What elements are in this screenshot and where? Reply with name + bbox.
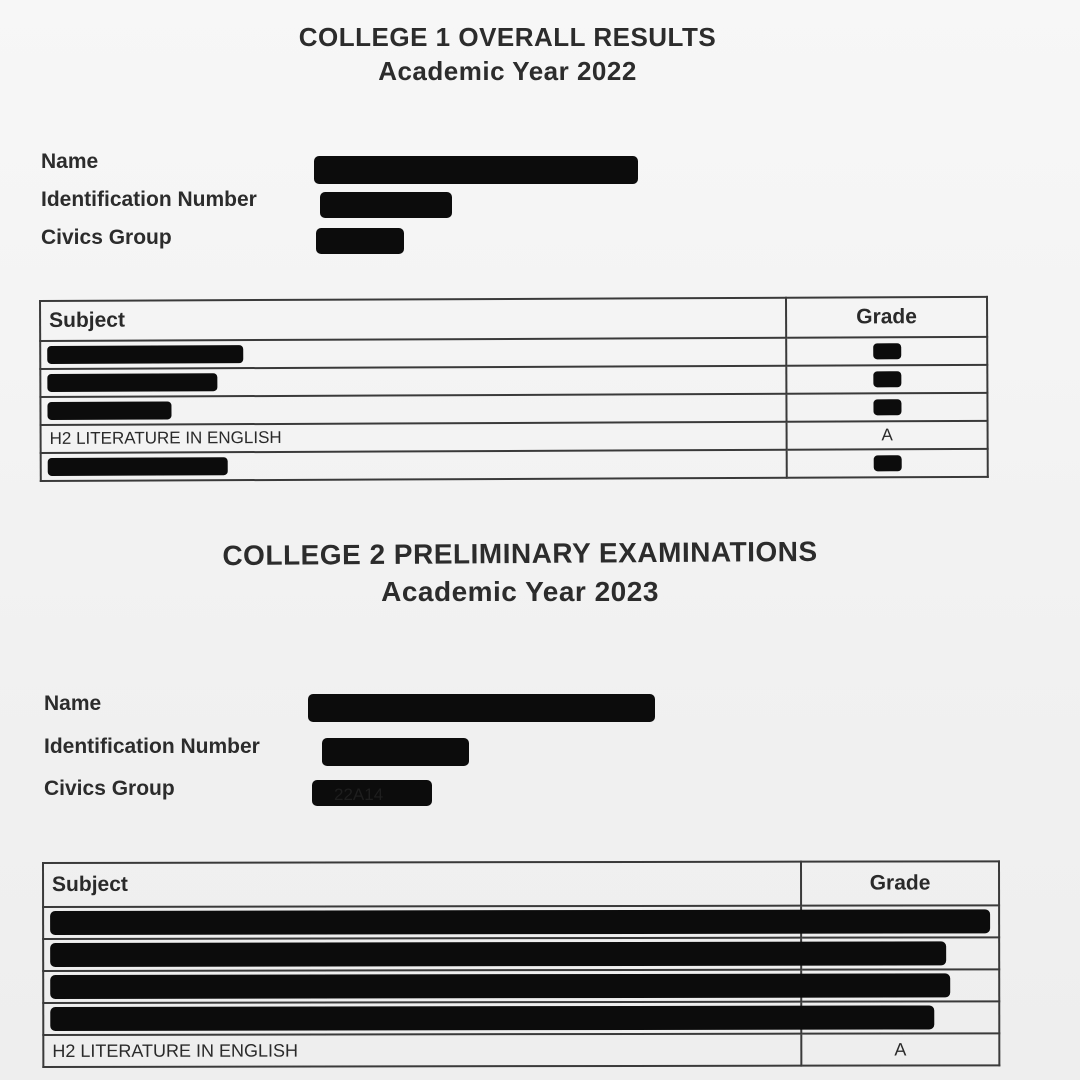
table-row bbox=[43, 1033, 999, 1067]
section1-name-redaction bbox=[314, 156, 638, 184]
table-row bbox=[41, 449, 988, 481]
grade-cell bbox=[786, 365, 987, 394]
section1-id-label: Identification Number bbox=[41, 188, 257, 211]
row-redaction bbox=[50, 941, 946, 967]
grade-cell bbox=[801, 1033, 999, 1065]
grade-text: A bbox=[894, 1038, 907, 1060]
section2-civics-redaction bbox=[312, 780, 432, 806]
table-row bbox=[40, 365, 987, 397]
section1-id-redaction bbox=[320, 192, 452, 218]
section2-id-label: Identification Number bbox=[44, 735, 260, 758]
grade-redaction bbox=[873, 399, 901, 415]
row-redaction bbox=[50, 1005, 934, 1031]
grade-header: Grade bbox=[786, 297, 987, 338]
grade-cell bbox=[787, 449, 988, 478]
table-row bbox=[43, 905, 999, 939]
grade-redaction bbox=[873, 455, 901, 471]
row-redaction bbox=[50, 973, 950, 999]
section1-results-table bbox=[39, 296, 989, 482]
subject-header: Subject bbox=[40, 298, 786, 341]
subject-redaction bbox=[48, 457, 228, 476]
section1-civics-label: Civics Group bbox=[41, 226, 172, 249]
table-row bbox=[41, 421, 988, 453]
grade-header: Grade bbox=[801, 861, 999, 905]
grade-cell bbox=[786, 393, 987, 422]
subject-cell bbox=[43, 906, 801, 939]
table-row bbox=[43, 1001, 999, 1035]
grade-cell bbox=[787, 421, 988, 450]
subject-redaction bbox=[47, 401, 171, 420]
section2-civics-value: 22A14 bbox=[334, 785, 384, 804]
subject-cell bbox=[40, 338, 786, 369]
section2-title: COLLEGE 2 PRELIMINARY EXAMINATIONS bbox=[222, 535, 818, 572]
section2-subtitle: Academic Year 2023 bbox=[381, 576, 659, 607]
section2-name-redaction bbox=[308, 694, 655, 722]
section2-id-redaction bbox=[322, 738, 469, 766]
subject-cell bbox=[43, 1002, 801, 1035]
grade-redaction bbox=[873, 371, 901, 387]
section2-civics-label: Civics Group bbox=[44, 777, 175, 800]
section1-title: COLLEGE 1 OVERALL RESULTS bbox=[298, 22, 717, 52]
row-redaction bbox=[50, 909, 990, 935]
grade-redaction bbox=[873, 343, 901, 359]
section1-civics-redaction bbox=[316, 228, 404, 254]
subject-cell bbox=[40, 366, 786, 397]
subject-redaction bbox=[47, 345, 243, 364]
subject-text: H2 LITERATURE IN ENGLISH bbox=[49, 427, 282, 448]
subject-cell bbox=[41, 422, 787, 453]
subject-cell bbox=[41, 450, 787, 481]
grade-cell bbox=[786, 337, 987, 366]
table-row bbox=[43, 937, 999, 971]
subject-header: Subject bbox=[43, 862, 801, 907]
subject-redaction bbox=[47, 373, 217, 392]
table-header-row bbox=[43, 861, 999, 907]
section1-subtitle: Academic Year 2022 bbox=[378, 56, 637, 86]
subject-cell bbox=[40, 394, 786, 425]
subject-cell bbox=[43, 938, 801, 971]
grade-text: A bbox=[881, 425, 893, 445]
section1-name-label: Name bbox=[41, 150, 99, 173]
subject-text: H2 LITERATURE IN ENGLISH bbox=[52, 1040, 299, 1061]
section2-results-table bbox=[42, 860, 1000, 1068]
table-row bbox=[40, 393, 987, 425]
table-header-row bbox=[40, 297, 987, 341]
subject-cell bbox=[43, 1034, 801, 1067]
section2-name-label: Name bbox=[44, 692, 102, 715]
table-row bbox=[43, 969, 999, 1003]
subject-cell bbox=[43, 970, 801, 1003]
table-row bbox=[40, 337, 987, 369]
